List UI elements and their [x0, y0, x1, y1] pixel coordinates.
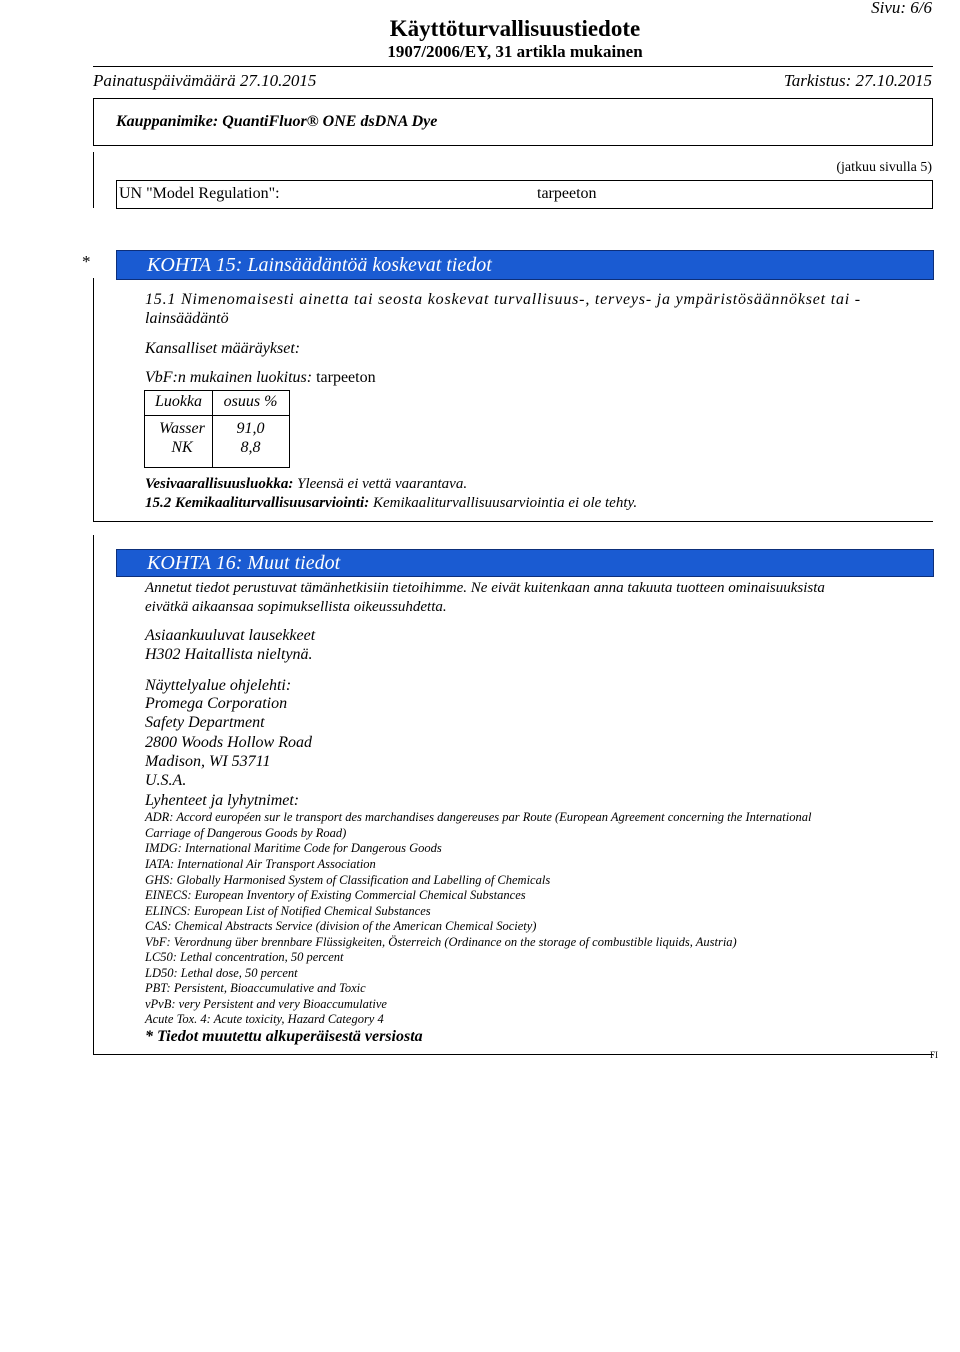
- print-date: Painatuspäivämäärä 27.10.2015: [93, 71, 317, 90]
- continued-note: (jatkuu sivulla 5): [836, 160, 932, 175]
- abbreviations-title: Lyhenteet ja lyhytnimet:: [145, 792, 300, 809]
- table-cell: 8,8: [240, 439, 261, 456]
- vbf-value: tarpeeton: [316, 369, 376, 386]
- abbreviation-item: PBT: Persistent, Bioaccumulative and Toxic: [145, 981, 366, 995]
- abbreviation-item: VbF: Verordnung über brennbare Flüssigkeiten, Österreich (Ordinance on the storage of combustible liquids, Austria): [145, 935, 737, 949]
- section-15-1-title-cont: lainsäädäntö: [145, 310, 229, 327]
- section-16-frame: [93, 535, 94, 1055]
- abbreviation-item: ELINCS: European List of Notified Chemical Substances: [145, 904, 431, 918]
- relevant-phrases-value: H302 Haitallista nieltynä.: [145, 646, 313, 663]
- changed-note: * Tiedot muutettu alkuperäisestä versiosta: [145, 1028, 423, 1045]
- issuer-line: 2800 Woods Hollow Road: [145, 734, 312, 751]
- chemical-safety-assessment: [145, 495, 637, 512]
- abbreviation-item: IATA: International Air Transport Association: [145, 857, 376, 871]
- issuer-title: Näyttelyalue ohjelehti:: [145, 677, 292, 694]
- revision-date: Tarkistus: 27.10.2015: [783, 71, 932, 90]
- document-title: Käyttöturvallisuustiedote: [389, 16, 641, 41]
- issuer-line: Madison, WI 53711: [145, 753, 271, 770]
- abbreviation-item: LC50: Lethal concentration, 50 percent: [145, 950, 344, 964]
- water-hazard-value: Yleensä ei vettä vaarantava.: [297, 476, 468, 492]
- issuer-line: U.S.A.: [145, 772, 187, 789]
- table-cell: 91,0: [236, 420, 265, 437]
- section-15-header: [116, 250, 934, 280]
- product-box: [93, 98, 933, 146]
- abbreviation-item: Carriage of Dangerous Goods by Road): [145, 826, 347, 840]
- vbf-label: VbF:n mukainen luokitus:: [145, 369, 313, 386]
- water-hazard-class: [145, 476, 467, 493]
- language-code: FI: [929, 1050, 938, 1060]
- national-regulations: Kansalliset määräykset:: [145, 340, 301, 357]
- section-15-bottom-rule: [93, 521, 933, 522]
- section-16-bottom-rule: [93, 1054, 933, 1055]
- section-15-frame: [93, 278, 94, 522]
- table-header-share: osuus %: [223, 393, 278, 410]
- un-model-value: tarpeeton: [537, 185, 597, 202]
- vbf-classification: [145, 369, 376, 387]
- un-model-box: [116, 180, 933, 209]
- abbreviation-item: IMDG: International Maritime Code for Dangerous Goods: [145, 841, 442, 855]
- abbreviation-item: CAS: Chemical Abstracts Service (division of the American Chemical Society): [145, 919, 537, 933]
- issuer-line: Promega Corporation: [145, 695, 288, 712]
- un-model-label: UN "Model Regulation":: [119, 185, 280, 202]
- abbreviation-item: LD50: Lethal dose, 50 percent: [145, 966, 298, 980]
- changed-star: *: [82, 252, 91, 271]
- table-cell: Wasser: [159, 420, 205, 437]
- section-15-1-title: 15.1 Nimenomaisesti ainetta tai seosta koskevat turvallisuus-, terveys- ja ympäristösäännökset tai -: [145, 291, 861, 308]
- page-number: Sivu: 6/6: [871, 0, 932, 17]
- product-name: Kauppanimike: QuantiFluor® ONE dsDNA Dye: [116, 113, 438, 130]
- section-16-header: [116, 549, 934, 577]
- csa-label: 15.2 Kemikaaliturvallisuusarviointi:: [145, 495, 370, 511]
- water-hazard-label: Vesivaarallisuusluokka:: [145, 476, 294, 492]
- water-class-table: [144, 390, 290, 468]
- document-subtitle: 1907/2006/EY, 31 artikla mukainen: [387, 42, 643, 61]
- csa-value: Kemikaaliturvallisuusarviointia ei ole tehty.: [372, 495, 638, 511]
- table-header-class: Luokka: [154, 393, 203, 410]
- table-header-rule: [145, 415, 289, 416]
- relevant-phrases-title: Asiaankuuluvat lausekkeet: [145, 627, 316, 644]
- abbreviation-item: vPvB: very Persistent and very Bioaccumulative: [145, 997, 387, 1011]
- issuer-line: Safety Department: [145, 714, 265, 731]
- header-divider: [93, 66, 933, 67]
- section-16-intro-cont: eivätkä aikaansaa sopimuksellista oikeussuhdetta.: [145, 599, 447, 615]
- abbreviation-item: GHS: Globally Harmonised System of Classification and Labelling of Chemicals: [145, 873, 551, 887]
- section-16-intro: Annetut tiedot perustuvat tämänhetkisiin tietoihimme. Ne eivät kuitenkaan anna takuuta tuotteen ominaisuuksista: [145, 580, 825, 596]
- abbreviation-item: Acute Tox. 4: Acute toxicity, Hazard Category 4: [145, 1012, 384, 1026]
- section-15-title: KOHTA 15: Lainsäädäntöä koskevat tiedot: [147, 254, 492, 276]
- abbreviation-item: EINECS: European Inventory of Existing Commercial Chemical Substances: [145, 888, 526, 902]
- table-cell: NK: [171, 439, 193, 456]
- abbreviation-item: ADR: Accord européen sur le transport des marchandises dangereuses par Route (European Agreement concerning the International: [145, 810, 812, 824]
- section-16-title: KOHTA 16: Muut tiedot: [147, 552, 341, 574]
